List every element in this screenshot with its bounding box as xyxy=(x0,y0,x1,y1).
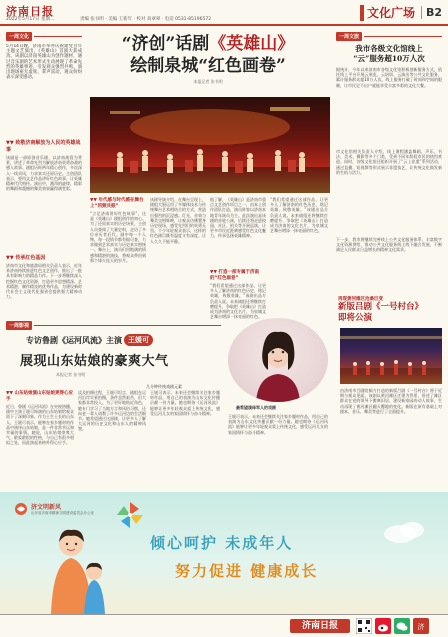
actress-portrait xyxy=(228,318,328,402)
feature-col-c: 王媛可表示，未来还会继续关注家乡题材作品，用自己的表演为山东文化传播贡献一份力量。她也期待《运河风流》能够让更多年轻观众爱上传统文化，感受运河儿女的家国情怀与奋斗精神。 xyxy=(150,390,220,416)
section-header xyxy=(360,4,442,21)
headline-line-2: 绘制泉城“红色画卷” xyxy=(130,56,286,76)
right-text-4-wrap xyxy=(340,388,442,488)
weibo-icon xyxy=(375,618,391,634)
svg-text:济: 济 xyxy=(417,623,425,631)
feature-kicker-name: 王媛可 xyxy=(124,334,153,346)
ad-brand: 济文明新风 xyxy=(31,504,62,511)
story-col-c-top: 据了解，《英雄山》是济南市重点文艺创作项目之一，由本土创作团队打造，演员阵容以济南本地青年演员为主。此次演出是该剧的首轮公演，后续还将走进校园、社区、机关等开展巡演，让更多市民近距离感受红色文化魅力，传承弘扬英雄精神。 xyxy=(210,197,266,239)
right-text-1: 据统计，今年以来济南市各级文化馆积极创新服务方式，依托线上平台开展云展览、云培训、云演出等公共文化服务，累计服务群众超10万人次。线上服务打破了时间和空间的限制，让市民足不出户就能享受丰富多彩的文化大餐。 xyxy=(336,67,442,88)
right-column xyxy=(336,32,442,297)
footer-qr-codes xyxy=(356,618,429,634)
feature-photo-caption-1: 几分钟传统戏剧元素 xyxy=(146,384,182,389)
pinwheel-icon xyxy=(115,500,145,530)
left-body-text-2: 济南市文化和旅游局相关负责人表示，近年来济南持续推进红色文艺创作，推出了一批具有影响力的精品力作。下一步将继续深入挖掘红色文化资源，打造更多思想精深、艺术精湛、制作精良的优秀作品，为建设新时代社会主义现代化强省会提供强大精神动力。 xyxy=(6,263,82,300)
page-footer xyxy=(0,614,448,637)
story-col-d: “我们希望通过这部作品，让更多人了解济南的红色历史，铭记英雄，致敬英雄。”该剧出品方负责人说。未来剧组还将继续打磨提升，争取把《英雄山》打造成为济南的文化名片，为泉城文艺舞台增添一抹亮丽的红色。 xyxy=(270,197,328,234)
opera-stage-image xyxy=(340,328,442,384)
public-service-ad xyxy=(0,492,448,614)
qr-code-icon xyxy=(356,618,372,634)
feature-tag: 一周影视 xyxy=(6,321,32,330)
ad-brand-block xyxy=(14,502,94,516)
lead-paragraph: 5月14日晚，济南市举办庆祝建党百年主题文艺演出，《英雄山》首演大获成功。该剧以济南英雄山为创作题材，通过音乐剧的艺术形式生动展现了革命先烈的英雄事迹，引发观众强烈共鸣。演出现场座无虚席，掌声雷动，观众纷纷表示深受感动。 xyxy=(6,44,82,81)
feature-col-b: 谈及拍摄过程，王媛可坦言，剧组在运河沿岸实景拍摄，条件虽然艰苦，但大家都非常投入。为了更好地贴近角色，她专门学习了当地方言和风俗习惯，还向老一辈人请教了许多运河边的生活细节。她希望通过这部剧，让更多人了解大运河的历史文化和山东人的精神风貌。 xyxy=(78,390,146,432)
right-title2-line-1: 新版吕剧《一号村台》 xyxy=(338,302,424,312)
issue-date: 2022年5月17日 星期二 xyxy=(6,17,55,22)
feature-header xyxy=(6,321,221,378)
footer-logo: 济南日报 xyxy=(301,621,338,631)
feature-kicker: 专访鲁剧《运河风流》主演 xyxy=(26,334,122,345)
right-text-4: 由济南市吕剧院倾力打造的新版吕剧《一号村台》将于近期与观众见面。该剧以黄河滩区迁建为背景，讲述了滩区群众在党的领导下搬离旧居、建设新家园的动人故事，生动再现了黄河滩区翻天覆地的变化。新版在原有基础上对剧本、音乐、舞美等进行了全面提升。 xyxy=(340,388,442,414)
feature-col-a: 近日，鲁剧《运河风流》在央视热播，剧中主演王媛可饰演的山东姑娘给观众留下了深刻印象。作为土生土长的山东人，王媛可表示，能够在家乡题材的作品中演绎山东姑娘，是一件非常幸运和幸福的事情。她说，山东姑娘豪爽大气、敢爱敢恨的性格，与自己有很多相似之处，因此演起来格外得心应手。 xyxy=(6,404,74,446)
top-story-header xyxy=(88,34,328,94)
right-tag: 一周文旅 xyxy=(336,32,362,41)
right-title-line-2: “云”服务超10万人次 xyxy=(353,54,425,63)
masthead xyxy=(0,0,448,26)
story-col-c-bottom: “我们希望通过这部作品，让更多人了解济南的红色历史，铭记英雄，致敬英雄。”该剧出品方负责人说。未来剧组还将继续打磨提升，争取把《英雄山》打造成为济南的文化名片，为泉城文艺舞台增添一抹亮丽的红色。 xyxy=(210,283,266,320)
civility-logo-icon xyxy=(14,502,28,516)
page-number: B2 xyxy=(421,6,442,19)
actress-portrait-image xyxy=(228,318,328,402)
feature-body xyxy=(6,390,221,490)
app-icon xyxy=(413,618,429,634)
feature-photo-caption-2: 最希望演绎军人的戏剧 xyxy=(236,405,276,410)
cloud-decoration-icon xyxy=(380,510,430,550)
ad-slogan-line-1: 倾心呵护 未成年人 xyxy=(150,534,294,552)
right-story-2 xyxy=(338,296,442,324)
feature-title: 展现山东姑娘的豪爽大气 xyxy=(20,354,169,369)
story-subhead-3: ▼▼ 打造一部专属于济南的“红色画卷” xyxy=(210,270,259,281)
feature-right-body: 王媛可表示，未来还会继续关注家乡题材作品，用自己的表演为山东文化传播贡献一份力量。她也期待《运河风流》能够让更多年轻观众爱上传统文化，感受运河儿女的家国情怀与奋斗精神。 xyxy=(228,414,328,435)
headline-part-b: 《英雄山》 xyxy=(209,34,295,54)
ad-brand-sub: 山东省济南市精神文明建设委员会办公室 xyxy=(31,511,94,515)
right-title-line-1: 我市各级文化馆线上 xyxy=(355,44,423,53)
section-marker-icon xyxy=(360,5,364,21)
story-col-a: “立足济南讲好红色故事”，这是《英雄山》剧组创作的初心。为了还原真实的历史场景，主创人员查阅了大量史料，走访了多位亲历者后代。剧中每一个人物、每一段情节都有据可查，力求做到艺术真实与历史真实相统一。舞台上，演员们用饱满的情感和精湛的演技，将观众带回到那个烽火连天的岁月。 xyxy=(90,211,146,263)
left-body-text: 该剧是一部原创音乐剧，以济南战役为背景，讲述了革命先烈为解放济南英勇奋战的感人故事。剧组历时两年精心创作，多次深入一线采风，力求真实还原历史。主创团队表示，要用文艺作品讲好红色故事，让英雄精神代代相传。演出中，激昂的旋律、精彩的舞蹈和震撼的舞美效果赢得满堂彩。 xyxy=(6,155,82,192)
feature-subhead: ▼▼ 山东姑娘演山东姑娘更得心应手 xyxy=(6,391,73,402)
newspaper-logo: 济南日报 xyxy=(6,5,54,18)
story-byline: 本报记者 张书明 xyxy=(193,79,223,84)
opera-stage-photo xyxy=(340,328,442,384)
ad-slogan-line-2: 努力促进 健康成长 xyxy=(175,562,319,580)
right-sub-kicker: 再现黄河滩区沧桑巨变 xyxy=(338,297,383,302)
headline-part-a: “济创”话剧 xyxy=(121,34,210,54)
wechat-icon xyxy=(394,618,410,634)
feature-right-text xyxy=(228,414,328,490)
right-title2-line-2: 即将公演 xyxy=(338,313,373,323)
footer-logo-box xyxy=(290,619,350,633)
story-col-b: 该剧导演介绍，在舞台呈现上，剧组大胆运用了多媒体技术与传统舞台艺术相结合的方式，营造出强烈的沉浸感。灯光、音效与舞美交相辉映，让观众仿佛置身历史现场，感受先烈们的英勇无畏。不少年轻观众表示，这样的红色剧目既有温度又有深度，让人久久不能平静。 xyxy=(150,197,206,244)
editor-info: 责编 张书明 · 美编 王新年 · 校对 高翠翠 · 电话 0531-85196572 xyxy=(80,17,212,22)
column-tag: 一周文化 xyxy=(6,32,32,41)
left-subhead-2: ▼▼ 传承红色基因 xyxy=(6,255,46,261)
right-text-2: 市文化馆相关负责人介绍，线上课程涵盖舞蹈、声乐、书法、美术、摄影等多个门类，受到不同年龄段市民的热烈欢迎。同时，各级文化馆还组织开展了“云上非遗”系列活动，通过直播、短视频等形式展示非遗技艺，让传统文化焕发新的生机与活力。 xyxy=(336,149,442,175)
stage-performance-image xyxy=(90,97,330,193)
section-title: 文化广场 xyxy=(366,6,415,20)
children-illustration-icon xyxy=(26,522,116,614)
left-subhead: ▼▼ 致敬济南解放为人民的英雄战事 xyxy=(6,140,81,153)
photo-caption-subhead: ▼▼ 年代感与时代感在舞台上“同频共振” xyxy=(90,198,144,209)
feature-byline: 本报记者 张书明 xyxy=(56,372,86,377)
right-text-3: 下一步，我市将继续完善线上公共文化服务体系，丰富数字文化资源供给，推动公共文化服务线上线下融合发展，不断满足人民群众日益增长的精神文化需求。 xyxy=(336,237,442,253)
left-column xyxy=(6,32,82,332)
stage-photo xyxy=(90,97,330,193)
